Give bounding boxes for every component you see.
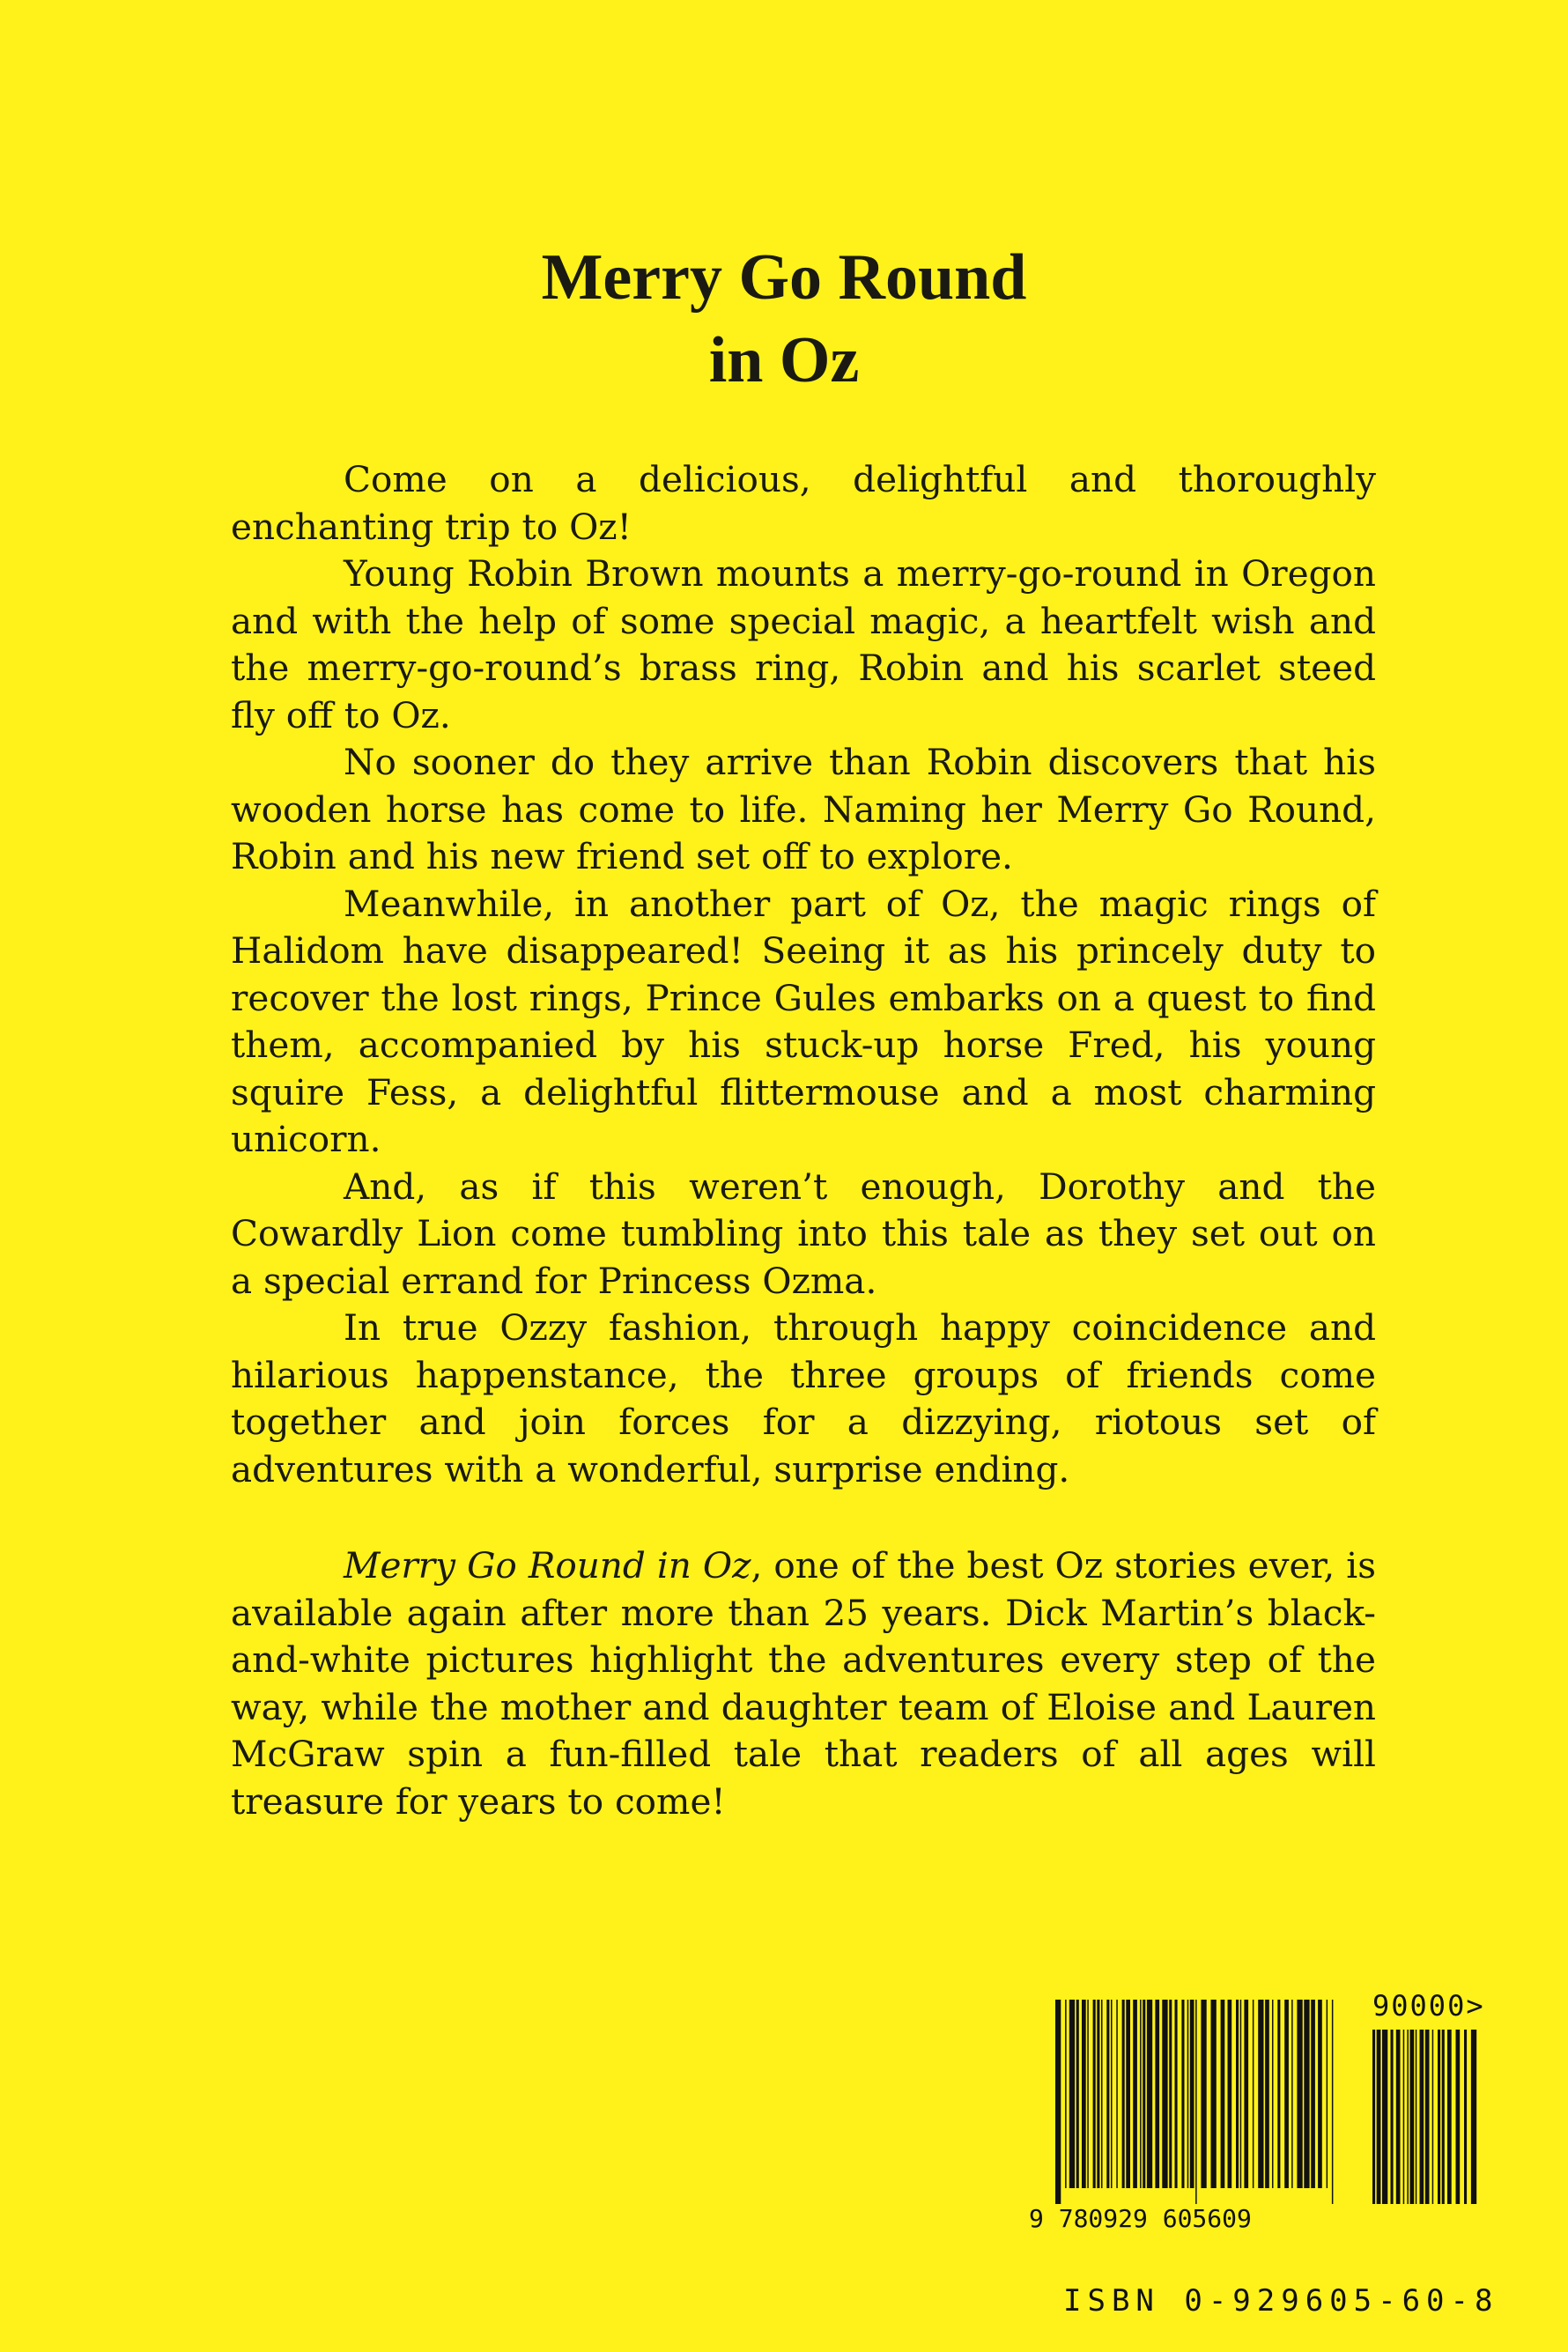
book-title-line-2: in Oz <box>708 324 860 396</box>
barcode-bar <box>1284 2000 1289 2188</box>
barcode-bar <box>1432 2030 1434 2204</box>
barcode-bar <box>1332 2000 1334 2204</box>
barcode-bar <box>1304 2000 1309 2188</box>
barcode-bar <box>1403 2030 1405 2204</box>
blurb-paragraph-5: And, as if this weren’t enough, Dorothy and the Cowardly Lion come tumbling into this tale as they set out on a special errand for Princess Ozma. <box>231 1165 1376 1302</box>
barcode-bar <box>1195 2000 1197 2204</box>
barcode-bar <box>1464 2030 1467 2204</box>
barcode-bar <box>1111 2000 1113 2188</box>
blurb-paragraph-3: No sooner do they arrive than Robin discovers that his wooden horse has come to life. Naming her Merry Go Round, Robin and his new friend set off to explore. <box>231 741 1376 877</box>
barcode-bar <box>1236 2000 1239 2188</box>
barcode-bar <box>1377 2030 1381 2204</box>
barcode-bar <box>1087 2000 1089 2188</box>
barcode-bar <box>1327 2000 1328 2188</box>
barcode-bar <box>1093 2000 1096 2188</box>
barcode-bar <box>1133 2000 1137 2188</box>
barcode-bar <box>1211 2000 1217 2188</box>
barcode-bar <box>1438 2030 1440 2204</box>
barcode-bar <box>1055 2000 1061 2204</box>
addon-barcode-bars <box>1372 2030 1482 2204</box>
barcode-bar <box>1169 2000 1172 2188</box>
barcode-bar <box>1221 2000 1225 2188</box>
closing-book-title: Merry Go Round in Oz <box>344 1544 751 1586</box>
barcode <box>1029 1989 1487 2259</box>
barcode-bar <box>1106 2000 1109 2188</box>
barcode-bar <box>1471 2030 1476 2204</box>
barcode-bar <box>1240 2000 1242 2188</box>
barcode-bar <box>1065 2000 1067 2188</box>
barcode-bar <box>1420 2030 1424 2204</box>
barcode-bar <box>1147 2000 1152 2188</box>
barcode-bar <box>1155 2000 1159 2188</box>
barcode-bar <box>1410 2030 1415 2204</box>
barcode-bar <box>1425 2030 1430 2204</box>
barcode-bar <box>1140 2000 1142 2188</box>
barcode-bar <box>1447 2030 1452 2204</box>
barcode-bar <box>1190 2000 1194 2188</box>
barcode-bar <box>1372 2030 1375 2204</box>
barcode-bar <box>1272 2000 1274 2188</box>
barcode-bar <box>1228 2000 1232 2188</box>
barcode-bar <box>1391 2030 1394 2204</box>
closing-text: , one of the best Oz stories ever, is available again after more than 25 years. Dick Martin’s black-and-white pictures highlight the adventures every step of the way, while the mother and daughter team of Eloise and Lauren McGraw spin a fun-filled tale that readers of all ages will treasure for years to come! <box>231 1544 1376 1823</box>
book-title-line-1: Merry Go Round <box>541 241 1027 314</box>
barcode-bar <box>1291 2000 1293 2188</box>
barcode-bar <box>1456 2030 1461 2204</box>
barcode-bar <box>1122 2000 1125 2188</box>
barcode-bar <box>1101 2000 1103 2188</box>
ean-barcode-bars <box>1055 2000 1335 2204</box>
barcode-bar <box>1187 2000 1189 2188</box>
barcode-bar <box>1244 2000 1248 2188</box>
barcode-bar <box>1126 2000 1130 2188</box>
isbn-number: ISBN 0-929605-60-8 <box>1063 2283 1499 2319</box>
barcode-bar <box>1318 2000 1322 2188</box>
back-cover-blurb <box>231 456 1376 1825</box>
price-code: 90000> <box>1372 1989 1485 2023</box>
barcode-bar <box>1416 2030 1417 2204</box>
blurb-paragraph-2: Young Robin Brown mounts a merry-go-round in Oregon and with the help of some special magic, a heartfelt wish and the merry-go-round’s brass ring, Robin and his scarlet steed fly off to Oz. <box>231 552 1376 736</box>
barcode-bar <box>1181 2000 1184 2188</box>
blurb-paragraph-6: In true Ozzy fashion, through happy coincidence and hilarious happenstance, the three groups of friends come together and join forces for a dizzying, riotous set of adventures with a wonderful, surprise ending. <box>231 1306 1376 1490</box>
barcode-bar <box>1311 2000 1315 2188</box>
barcode-bar <box>1277 2000 1280 2188</box>
barcode-bar <box>1442 2030 1445 2204</box>
barcode-bar <box>1175 2000 1178 2188</box>
barcode-bar <box>1069 2000 1075 2188</box>
barcode-bar <box>1162 2000 1167 2188</box>
barcode-bar <box>1382 2030 1387 2204</box>
barcode-bar <box>1076 2000 1079 2188</box>
closing-paragraph <box>231 1542 1376 1825</box>
barcode-bar <box>1201 2000 1206 2188</box>
barcode-bar <box>1407 2030 1409 2204</box>
blurb-paragraph-4: Meanwhile, in another part of Oz, the magic rings of Halidom have disappeared! Seeing it as his princely duty to recover the lost rings, Prince Gules embarks on a quest to find them, accompanied by his stuck-up horse Fred, his young squire Fess, a delightful flittermouse and a most charming unicorn. <box>231 882 1376 1160</box>
barcode-bar <box>1265 2000 1269 2188</box>
barcode-bar <box>1116 2000 1118 2188</box>
barcode-bar <box>1258 2000 1263 2188</box>
barcode-bar <box>1082 2000 1086 2188</box>
ean-digits: 9 780929 605609 <box>1029 2204 1252 2233</box>
barcode-bar <box>1396 2030 1401 2204</box>
barcode-bar <box>1297 2000 1302 2188</box>
barcode-bar <box>1253 2000 1254 2188</box>
barcode-bar <box>1143 2000 1145 2188</box>
book-title <box>0 236 1568 402</box>
barcode-bar <box>1097 2000 1099 2188</box>
blurb-paragraph-1: Come on a delicious, delightful and thoroughly enchanting trip to Oz! <box>231 458 1376 548</box>
